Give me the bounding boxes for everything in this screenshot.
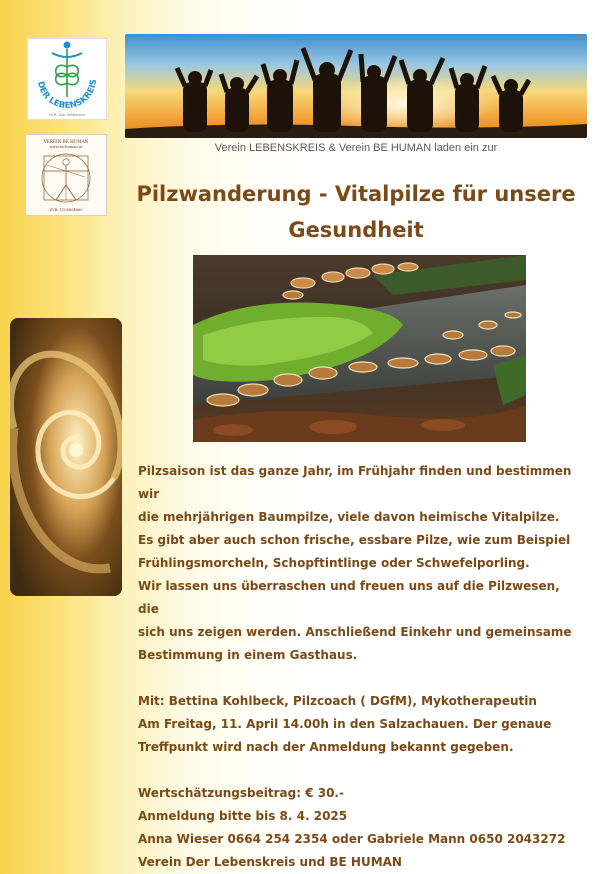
intro-line: Pilzsaison ist das ganze Jahr, im Frühjahr finden und bestimmen wir <box>138 464 572 501</box>
details-line: Mit: Bettina Kohlbeck, Pilzcoach ( DGfM), Mykotherapeutin <box>138 694 537 708</box>
behuman-logo <box>25 134 107 216</box>
golden-spiral-image <box>10 318 122 596</box>
lebenskreis-logo <box>27 38 107 120</box>
event-subtitle: Verein LEBENSKREIS & Verein BE HUMAN laden ein zur <box>214 142 498 154</box>
contact-line: Wertschätzungsbeitrag: € 30.- <box>138 786 344 800</box>
details-line: Treffpunkt wird nach der Anmeldung bekannt gegeben. <box>138 740 514 754</box>
mushroom-photo <box>193 255 526 442</box>
lebenskreis-logo-small: Dr.R. Zus. Wöltmann <box>49 113 85 117</box>
contact-line: Anmeldung bitte bis 8. 4. 2025 <box>138 809 348 823</box>
intro-line: die mehrjährigen Baumpilze, viele davon heimische Vitalpilze. <box>138 510 560 524</box>
behuman-logo-line1: VEREIN BE HUMAN <box>43 139 89 144</box>
spacer <box>138 759 578 782</box>
lebenskreis-logo-text: DER LEBENSKREIS <box>35 78 100 112</box>
intro-line: Es gibt aber auch schon frische, essbare Pilze, wie zum Beispiel <box>138 533 571 547</box>
intro-line: Bestimmung in einem Gasthaus. <box>138 648 358 662</box>
intro-line: Frühlingsmorcheln, Schopftintlinge oder Schwefelporling. <box>138 556 530 570</box>
spacer <box>138 667 578 690</box>
intro-line: Wir lassen uns überraschen und freuen uns auf die Pilzwesen, die <box>138 579 560 616</box>
behuman-logo-bottom: ZVR: 1108804860 <box>49 208 83 212</box>
details-line: Am Freitag, 11. April 14.00h in den Salzachauen. Der genaue <box>138 717 552 731</box>
contact-line: Anna Wieser 0664 254 2354 oder Gabriele Mann 0650 2043272 <box>138 832 566 846</box>
contact-line: Verein Der Lebenskreis und BE HUMAN <box>138 855 402 869</box>
sunset-people-banner <box>125 34 587 138</box>
intro-line: sich uns zeigen werden. Anschließend Einkehr und gemeinsame <box>138 625 572 639</box>
page-title: Pilzwanderung - Vitalpilze für unsere Gesundheit <box>136 182 576 242</box>
behuman-logo-line2: www.be-human.at <box>49 145 83 149</box>
event-description <box>138 460 578 874</box>
